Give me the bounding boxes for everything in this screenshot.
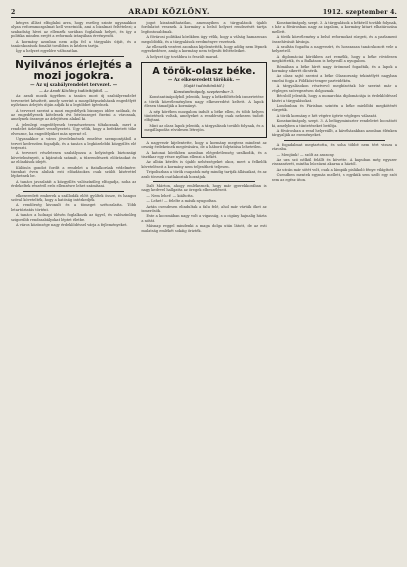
paragraph: A tanács a holnapi ülésén foglalkozik az ügyel, és valószínűleg szigorúbb rendszabályokat léptet életbe. [11, 213, 137, 222]
paragraph: jogot kiszámíthatatlan, amennyiben a tárgyalások újabb fordulatot vesznek. A kormány a belső helyzet rendezését tartja legfontosabbnak. [141, 21, 267, 34]
paragraph: Az ura szó nélkül felállt és követte. A kapuban még egyszer visszanézett, mintha búcsúzni akarna a háztól. [271, 157, 397, 167]
paragraph: A szultán fogadta a nagyvezírt, és hosszasan tanácskozott vele a helyzetről. [271, 45, 397, 54]
col3-bottom [272, 143, 397, 182]
paragraph: A tervezet részletesen szabályozza a helyiségek biztonsági követelményeit, a kijáratok számát, a tűzrendészeti előírásokat és az előadások idejét. [11, 151, 137, 165]
newspaper-title: ARADI KÖZLÖNY. [128, 7, 211, 16]
page-number: 2 [11, 9, 16, 16]
column-1 [11, 21, 136, 556]
paragraph: Londonban és Párisban szintén a béke mielőbbi megkötését sürgetik. [271, 103, 397, 113]
paragraph: A török kormány e hét végére ígérte végleges válaszát. [276, 113, 378, 118]
paragraph: Az aradi mozik ügyében a tanács most új szabályrendelet tervezetet készített, amely szerint a mozgóképszínházak engedélyét nyilvános árlejtés útján adják ki a legtöbbet ígérőnek. [11, 94, 137, 108]
divider [284, 140, 385, 141]
paragraph: A török közvélemény a belső reformokat sürgeti, és a parlament összehívását kívánja. [271, 35, 397, 44]
paragraph: A fogadalmat megtartotta, és soha többé nem tért vissza a városba. [271, 142, 397, 152]
column-3 [272, 21, 397, 556]
article-headline-mozi: Nyilvános érlejtés a mozi jogokra. [15, 58, 133, 82]
boxed-article-turkish-italian-peace [141, 62, 266, 137]
article-subhead-peace: — Az elkeseredett törökök. — [167, 78, 241, 84]
paragraph: A katonai körökben azonban elégedetlenség uralkodik, és a tisztikar egy része nyíltan ellenzi a békét. [141, 150, 267, 159]
col1-body [11, 94, 136, 188]
paragraph: A nagyvezír kijelentette, hogy a kormány megtesz mindent az ország érdekeinek megóvására, de a háború folytatása lehetetlen. [141, 140, 267, 150]
paragraph: Aztán csendesen elindultak a falu felé, ahol már várták őket az ismerősök. [141, 204, 267, 213]
columns [11, 21, 397, 556]
col2-intro [141, 21, 266, 59]
peace-body [144, 95, 263, 132]
paragraph: Dalt Márton, ahogy emlékeznek, hogy már gyerekkorában is nagy kedvvel hallgatta az öregek elbeszéléseit. [141, 183, 267, 193]
paragraph: A város közönsége nagy érdeklődéssel várja a fejleményeket. [16, 223, 128, 227]
paragraph: — Nem lehet! — kiáltotta. [146, 193, 194, 198]
paragraph: Az utcán már sötét volt, csak a lámpák pislákoló fénye világított. [276, 167, 395, 172]
header-rule [11, 17, 397, 18]
paragraph: Konstantinápoly, szept. 3. A tárgyalások a békéről tovább folynak, s bár a fővárosban nagy az izgalom, a kormány kitart elhatározása mellett. [271, 21, 397, 34]
divider [23, 56, 124, 57]
paragraph: Konstantinápoly, szept. 3. A belügyminiszter rendeletet bocsátott ki, amelyben a tüntetéseket betiltja. [271, 119, 397, 128]
paragraph: Mint az olasz lapok jelentik, a tárgyalások tovább folynak, és a megállapodás rövidesen létrejön. [144, 123, 264, 133]
col3-bottom-a [272, 119, 397, 138]
col3-intro [272, 21, 397, 118]
paragraph: Különös gondot fordít a rendelet a fiatalkorúak védelmére: tizenhat éven aluliak esti előadásokra csak szülői kísérettel léphetnek be. [11, 165, 137, 179]
paragraph: Este a kocsmában nagy volt a vigasság, s a cigány hajnalig húzta a nótát. [141, 214, 267, 223]
paragraph: Így a helyzet egyelőre változatlan. [16, 49, 79, 54]
paragraph: A kormány azonban nem adja fel a tárgyalás útját, és a tanácskozások fonalát továbbra is kézben tartja. [11, 39, 137, 49]
paragraph: A helyzet így továbbra is feszült marad. [146, 54, 219, 59]
col1-bottom [11, 194, 136, 228]
paragraph: A fővárosi politikai körökben úgy vélik, hogy a válság hamarosan megoldódik, és a tárgyalások eredményre vezetnek. [141, 35, 267, 44]
paragraph: A jelenlegi engedélyesek természetesen tiltakoznak, mert a rendelet üzletüket veszélyezteti. Úgy vélik, hogy a befektetett tőke elveszne, ha engedélyüket más nyerné el. [11, 122, 137, 136]
article-byline-peace: (Saját tudósítónktól.) [183, 83, 225, 89]
article-dateline-peace: Konstantinápoly, szeptember 3. [173, 88, 235, 94]
paragraph: A nép körében mozgalom indult a béke ellen, és több helyen tüntetések voltak, amelyeket a rendőrség csak nehezen tudott elfojtani. [144, 109, 264, 123]
col1-intro [11, 21, 136, 54]
paragraph: Az olasz sajtó szerint a béke Olaszország tekintélyét nagyban emelni fogja a Földközi-tenger partvidékén. [271, 74, 397, 83]
paragraph: Az ellenzék vezérei azonban kijelentették, hogy addig nem lépnek egyezkedésre, amíg a kormány nem teljesíti feltételeiket. [141, 45, 267, 54]
page-header [11, 7, 397, 16]
paragraph: Ugyanakkor a város jövedelmének emelése szempontjából a tervet kedvezően fogadják, és a tanács a legközelebbi közgyűlés elé terjeszti. [11, 137, 137, 150]
col2-bottom [141, 184, 266, 233]
paragraph: Konstantinápolyból jelentik, hogy a békeföltételek ismertetése a török közvéleményben nagy elkeseredést keltett. A lapok élesen támadják a kormányt. [144, 95, 264, 109]
article-headline-peace: A török-olasz béke. [152, 66, 256, 78]
paragraph: Csendben mentek egymás mellett, s egyikük sem szólt egy szót sem az egész úton. [271, 173, 397, 182]
paragraph: Bécsből jelentik, hogy a monarchia diplomáciája is érdeklődéssel kíséri a tárgyalásokat. [271, 94, 397, 103]
paragraph: A rendőrség kivonult és a tömeget szétoszlatta. Több letartóztatás történt. [11, 203, 137, 212]
issue-date: 1912. szeptember 4. [322, 9, 397, 16]
col2-after [141, 141, 266, 179]
divider [23, 191, 124, 192]
paragraph: Tripoliszban a török csapatok még mindig tartják állásaikat, és az arab törzsek csatlakoztak hozzájuk. [141, 170, 267, 179]
column-2 [141, 21, 266, 556]
paragraph: A tanács javaslatát a közgyűlés valószínűleg elfogadja, noha az érdekeltek részéről erős ellenzésre lehet számítani. [11, 179, 137, 189]
paragraph: Rómában a béke hírét nagy örömmel fogadták, és a lapok a kormány sikerét dicsérik. [271, 64, 397, 74]
paragraph: — Lehet! — felelte a másik nyugodtan. [146, 199, 217, 204]
paragraph: Az albán kérdés is újabb nehézségeket okoz, mert a felkelők követeléseit a kormány nem teljesítheti teljesen. [141, 160, 267, 169]
paragraph: Másnap reggel mindenki a maga dolga után látott, de az esti mulatság emlékét sokáig őrizték. [141, 224, 267, 233]
paragraph: elkeseredett emberek a szállodák előtt gyűltek össze, és hangos szóval követelték, hogy a hatóság intézkedjék. [11, 193, 137, 202]
paragraph: A tervezet szerint a mozi engedélyek bizonyos időre szólnak, és az engedélyesek kötelesek évi bérösszeget fizetni a városnak, amelynek összege az árlejtésen alakul ki. [11, 108, 137, 122]
divider [153, 181, 254, 182]
article-byline-mozi: — Az Aradi Közlöny tudósítójától. — [39, 87, 109, 93]
paragraph: kényes állást elfoglalni arra, hogy esetleg szinte ugyanakkor olyan reformmozgalmat kell vezetniök, ami a bizalmat feltételezi; a szabadság hívei az ellenzék sorában foglalnak helyet, és így a politika minden erejét a reformok irányában érvényesíti. [11, 21, 137, 39]
paragraph: A tárgyalásokon résztvevő megbízottak hír szerint már a végleges szövegezésen dolgoznak. [271, 84, 397, 93]
article-subhead-mozi: — Az uj szabályrendelet tervezet. — [30, 82, 118, 88]
paragraph: A diplomáciai körökben azt remélik, hogy a béke rövidesen megköttetik, és a Balkánon is helyreáll a nyugalom. [271, 54, 397, 64]
paragraph: A fővárosban a rend helyreállt, a kávéházakban azonban élénken tárgyalják az eseményeket. [271, 128, 397, 138]
paragraph: — Menjünk! — szólt az asszony. [276, 152, 335, 157]
